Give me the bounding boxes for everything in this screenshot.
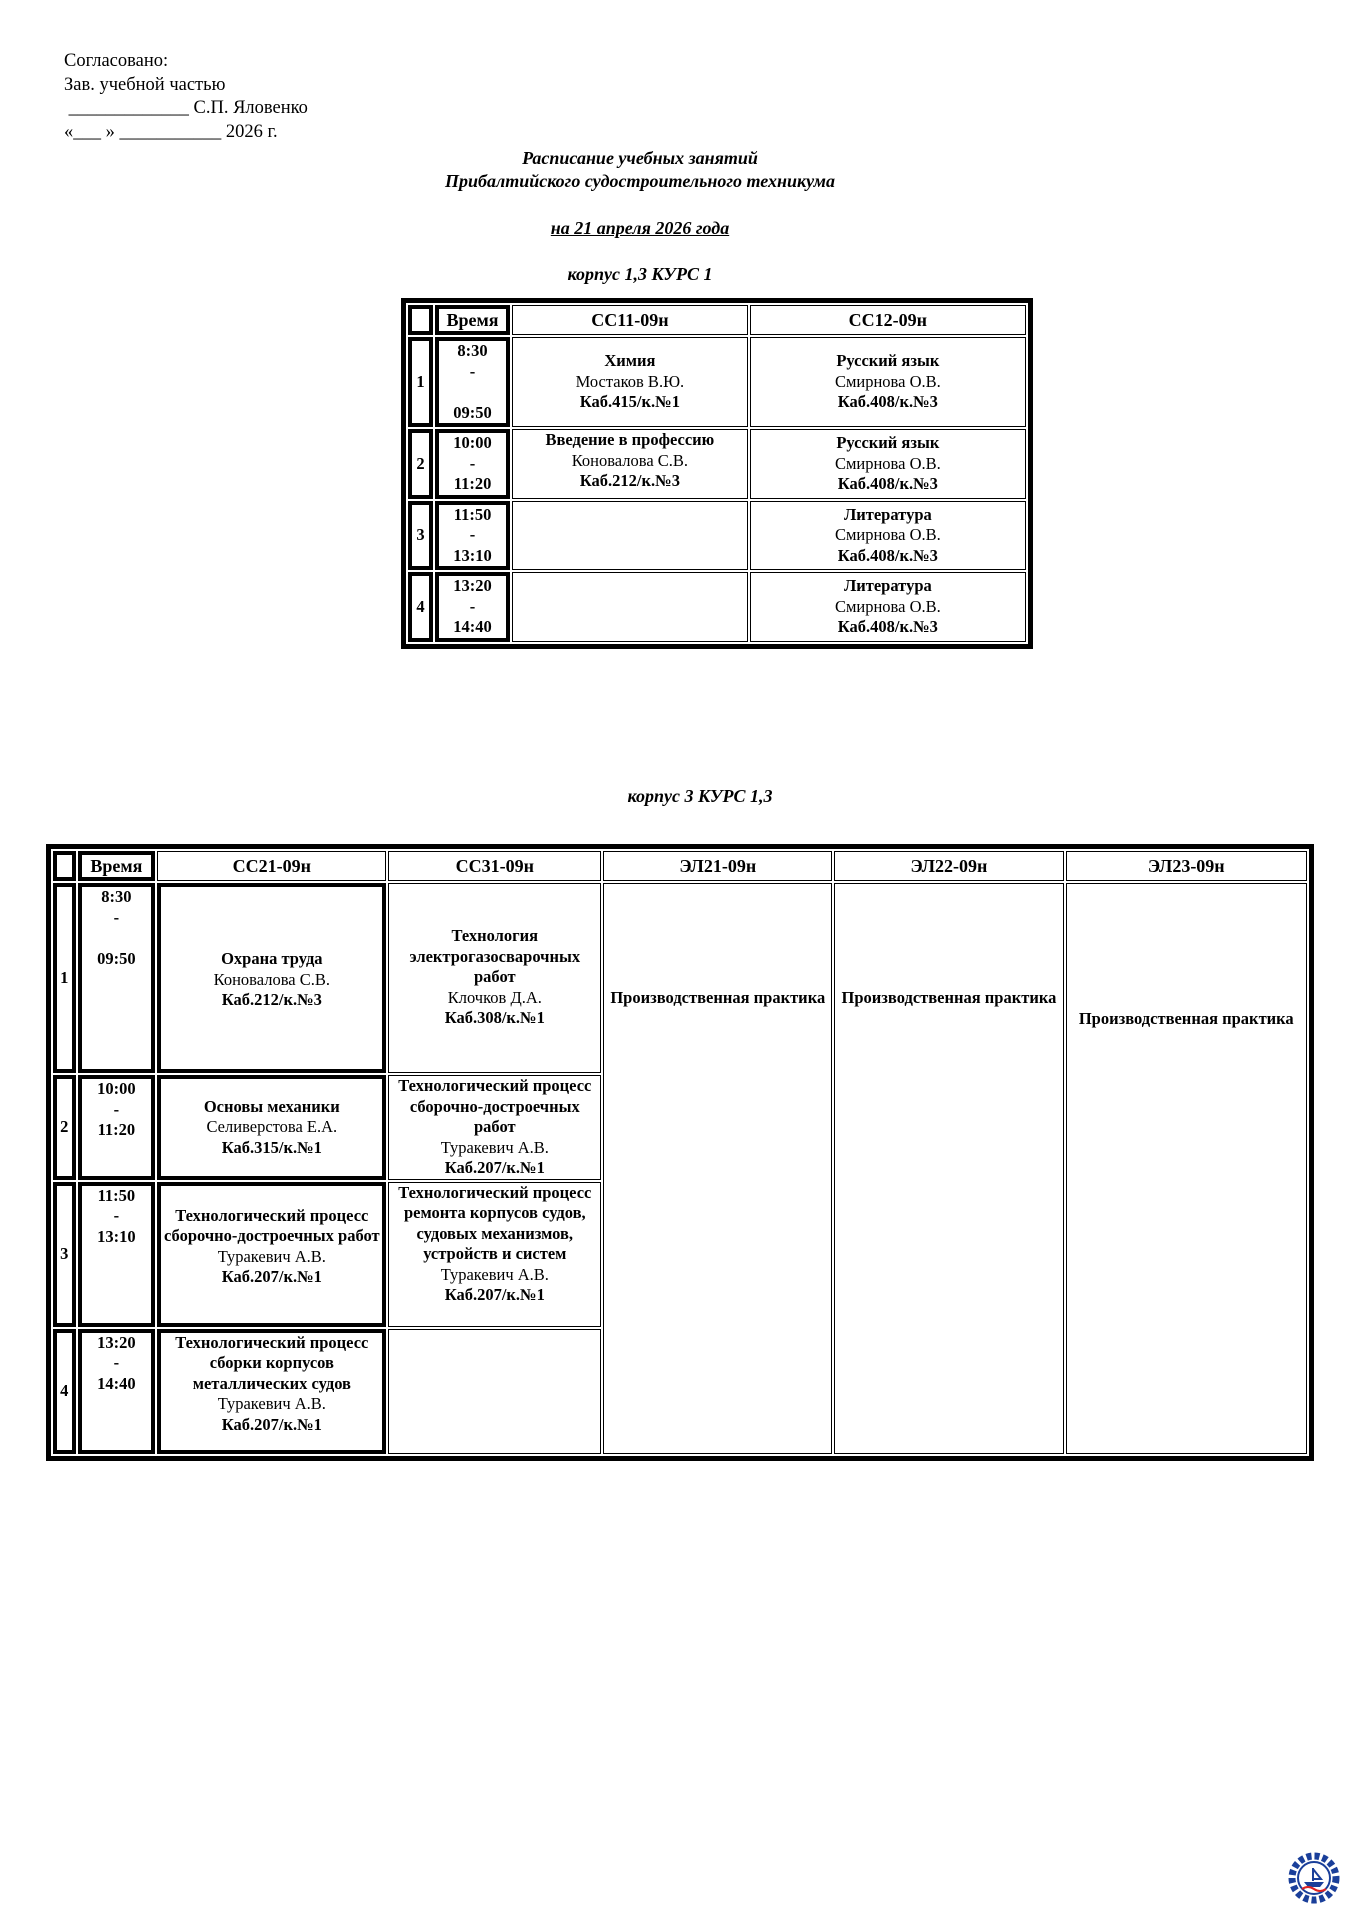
- lesson-number: 1: [408, 337, 433, 427]
- header-group: СС31-09н: [388, 851, 601, 881]
- lesson-cell: Литература Смирнова О.В. Каб.408/к.№3: [750, 572, 1026, 642]
- lesson-number: 2: [408, 429, 433, 499]
- lesson-time: 10:00 - 11:20: [435, 429, 510, 499]
- lesson-cell: Технологический процесс ремонта корпусов судов, судовых механизмов, устройств и систем Туракевич А.В. Каб.207/к.№1: [388, 1182, 601, 1327]
- lesson-cell: [388, 1329, 601, 1454]
- table-row: [408, 501, 1026, 571]
- schedule-table-1: [401, 298, 1033, 649]
- lesson-cell: Технологический процесс сборки корпусов металлических судов Туракевич А.В. Каб.207/к.№1: [157, 1329, 386, 1454]
- lesson-number: 2: [53, 1075, 76, 1180]
- table-row: [408, 337, 1026, 427]
- lesson-cell: Технологический процесс сборочно-достроечных работ Туракевич А.В. Каб.207/к.№1: [157, 1182, 386, 1327]
- lesson-time: 11:50 - 13:10: [435, 501, 510, 571]
- header-time: Время: [435, 305, 510, 335]
- college-emblem-icon: [1286, 1850, 1342, 1906]
- header-num: [53, 851, 76, 881]
- lesson-time: 10:00 - 11:20: [78, 1075, 156, 1180]
- lesson-cell: Введение в профессию Коновалова С.В. Каб.212/к.№3: [512, 429, 748, 499]
- header-num: [408, 305, 433, 335]
- schedule-subtitle: Прибалтийского судостроительного техникума: [445, 171, 835, 191]
- schedule-table-2: [46, 844, 1314, 1461]
- lesson-number: 3: [53, 1182, 76, 1327]
- lesson-cell: Технологический процесс сборочно-достроечных работ Туракевич А.В. Каб.207/к.№1: [388, 1075, 601, 1180]
- header-time: Время: [78, 851, 156, 881]
- table-header-row: [408, 305, 1026, 335]
- lesson-cell: [512, 572, 748, 642]
- header-group: СС21-09н: [157, 851, 386, 881]
- lesson-time: 11:50 - 13:10: [78, 1182, 156, 1327]
- lesson-time: 13:20 - 14:40: [78, 1329, 156, 1454]
- table-row: [408, 429, 1026, 499]
- lesson-number: 3: [408, 501, 433, 571]
- lesson-number: 1: [53, 883, 76, 1073]
- lesson-time: 8:30 - 09:50: [78, 883, 156, 1073]
- header-group: ЭЛ22-09н: [834, 851, 1063, 881]
- header-group: СС11-09н: [512, 305, 748, 335]
- lesson-cell: Русский язык Смирнова О.В. Каб.408/к.№3: [750, 337, 1026, 427]
- approval-line: Согласовано:: [64, 51, 169, 71]
- practice-cell: Производственная практика: [1066, 883, 1307, 1454]
- lesson-cell: Основы механики Селиверстова Е.А. Каб.315/к.№1: [157, 1075, 386, 1180]
- table-row: [53, 883, 1307, 1073]
- lesson-cell: Охрана труда Коновалова С.В. Каб.212/к.№3: [157, 883, 386, 1073]
- header-group: ЭЛ23-09н: [1066, 851, 1307, 881]
- lesson-time: 8:30 - 09:50: [435, 337, 510, 427]
- lesson-cell: Химия Мостаков В.Ю. Каб.415/к.№1: [512, 337, 748, 427]
- table1-caption: корпус 1,3 КУРС 1: [567, 264, 713, 284]
- lesson-number: 4: [408, 572, 433, 642]
- lesson-number: 4: [53, 1329, 76, 1454]
- approval-block: [64, 50, 308, 144]
- approval-line: Зав. учебной частью: [64, 74, 226, 95]
- lesson-cell: Литература Смирнова О.В. Каб.408/к.№3: [750, 501, 1026, 571]
- lesson-cell: [512, 501, 748, 571]
- table-row: [408, 572, 1026, 642]
- schedule-title: Расписание учебных занятий: [522, 148, 758, 168]
- table2-caption: корпус 3 КУРС 1,3: [627, 786, 773, 806]
- practice-cell: Производственная практика: [834, 883, 1063, 1454]
- lesson-cell: Русский язык Смирнова О.В. Каб.408/к.№3: [750, 429, 1026, 499]
- header-group: СС12-09н: [750, 305, 1026, 335]
- practice-cell: Производственная практика: [603, 883, 832, 1454]
- schedule-date: на 21 апреля 2026 года: [550, 218, 730, 238]
- approval-date-line: «___ » ___________ 2026 г.: [64, 121, 278, 142]
- table-header-row: [53, 851, 1307, 881]
- lesson-cell: Технология электрогазосварочных работ Клочков Д.А. Каб.308/к.№1: [388, 883, 601, 1073]
- lesson-time: 13:20 - 14:40: [435, 572, 510, 642]
- header-group: ЭЛ21-09н: [603, 851, 832, 881]
- approval-signature-line: _____________ С.П. Яловенко: [64, 98, 308, 118]
